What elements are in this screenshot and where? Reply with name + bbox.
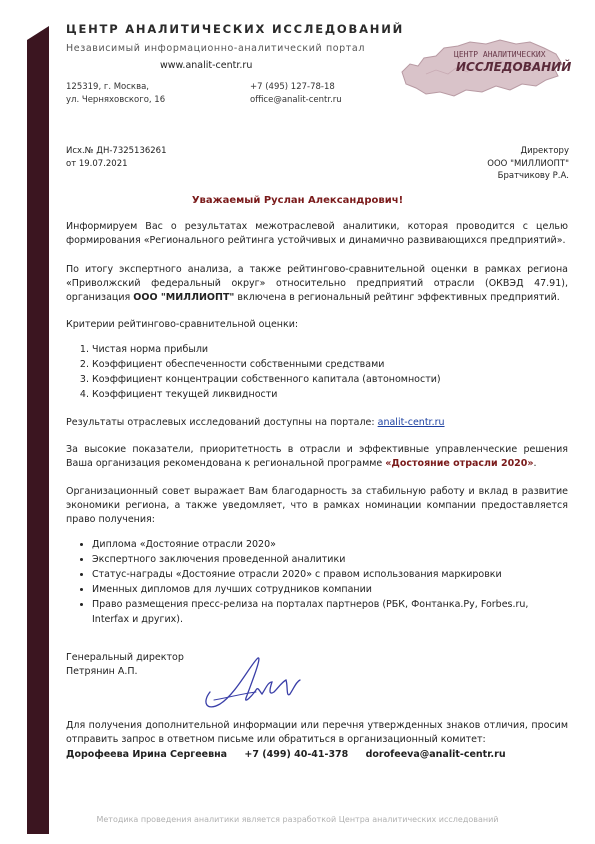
org-phone: +7 (495) 127-78-18 <box>250 82 335 92</box>
list-item: • Статус-награды «Достояние отрасли 2020» с правом использования маркировки <box>92 567 568 582</box>
nominations-list <box>66 537 568 627</box>
recommendation-text: За высокие показатели, приоритетность в отрасли и эффективные управленческие решения Ваша организация рекомендована к региональной программе <box>66 444 568 469</box>
logo-text-line-2: ИССЛЕДОВАНИЙ <box>456 60 572 74</box>
list-item: 4. Коэффициент текущей ликвидности <box>92 387 441 402</box>
list-item: 3. Коэффициент концентрации собственного капитала (автономности) <box>92 372 441 387</box>
sidebar-notch <box>27 26 49 40</box>
recommendation-paragraph <box>66 443 568 471</box>
intro-paragraph: Информируем Вас о результатах межотраслевой аналитики, которая проводится с целью формирования «Регионального рейтинга устойчивых и динамично развивающихся предприятий». <box>66 221 568 246</box>
rating-text-start: По итогу экспертного анализа, а также рейтингово-сравнительной оценки в рамках региона «Приволжский федеральный округ» относительно предприятий отрасли (ОКВЭД 47.91), организация <box>66 264 568 303</box>
outgoing-reference <box>66 145 167 170</box>
org-website[interactable]: www.analit-centr.ru <box>160 60 253 71</box>
contact-phone: +7 (499) 40-41-378 <box>244 749 349 760</box>
results-paragraph <box>66 416 568 430</box>
address-line-2: ул. Черняховского, 16 <box>66 95 166 105</box>
criteria-intro: Критерии рейтингово-сравнительной оценки: <box>66 319 299 330</box>
org-contacts <box>250 81 342 107</box>
russia-map-logo <box>396 34 572 104</box>
signer-block <box>66 651 184 678</box>
rating-paragraph <box>66 263 568 305</box>
criteria-list <box>66 342 441 402</box>
reference-date: от 19.07.2021 <box>66 158 128 169</box>
addressee-name: Братчикову Р.А. <box>497 171 569 181</box>
brand-sidebar-stripe <box>27 26 49 834</box>
recommendation-end: . <box>533 458 537 469</box>
contact-note: Для получения дополнительной информации или перечня утвержденных знаков отличия, просим отправить запрос в ответном письме или обратиться в организационный комитет: <box>66 720 568 745</box>
list-item: • Право размещения пресс-релиза на порталах партнеров (РБК, Фонтанка.Ру, Forbes.ru, Interfax и других). <box>92 597 568 627</box>
list-item: 1. Чистая норма прибыли <box>92 342 441 357</box>
org-email[interactable]: office@analit-centr.ru <box>250 95 342 105</box>
signer-title: Генеральный директор <box>66 652 184 663</box>
results-text: Результаты отраслевых исследований доступны на портале: <box>66 417 378 428</box>
contact-details <box>66 749 520 760</box>
addressee-block <box>487 145 569 183</box>
address-line-1: 125319, г. Москва, <box>66 82 149 92</box>
greeting: Уважаемый Руслан Александрович! <box>191 195 404 206</box>
reference-number: Исх.№ ДН-7325136261 <box>66 146 167 156</box>
contact-email[interactable]: dorofeeva@analit-centr.ru <box>365 749 506 760</box>
program-name: «Достояние отрасли 2020» <box>385 458 534 469</box>
list-item: • Именных дипломов для лучших сотрудников компании <box>92 582 568 597</box>
list-item: 2. Коэффициент обеспеченности собственными средствами <box>92 357 441 372</box>
handwritten-signature <box>196 652 306 714</box>
logo-text-line-1: ЦЕНТР АНАЛИТИЧЕСКИХ <box>454 50 546 59</box>
org-subtitle: Независимый информационно-аналитический портал <box>66 43 366 54</box>
rating-text-end: включена в региональный рейтинг эффективных предприятий. <box>234 292 560 303</box>
addressee-position: Директору <box>520 146 569 156</box>
org-title: ЦЕНТР АНАЛИТИЧЕСКИХ ИССЛЕДОВАНИЙ <box>66 22 405 36</box>
contact-person: Дорофеева Ирина Сергеевна <box>66 749 228 760</box>
portal-link[interactable]: analit-centr.ru <box>377 417 445 428</box>
footer-note: Методика проведения аналитики является разработкой Центра аналитических исследований <box>96 815 499 824</box>
list-item: • Экспертного заключения проведенной аналитики <box>92 552 568 567</box>
addressee-company: ООО "МИЛЛИОПТ" <box>487 158 569 169</box>
council-paragraph: Организационный совет выражает Вам благодарность за стабильную работу и вклад в развитие экономики региона, а также уведомляет, что в рамках номинации компании предоставляется право получения: <box>66 486 568 525</box>
org-address <box>66 81 165 107</box>
list-item: • Диплома «Достояние отрасли 2020» <box>92 537 568 552</box>
company-name-highlight: ООО "МИЛЛИОПТ" <box>133 292 235 303</box>
signer-name: Петрянин А.П. <box>66 665 138 677</box>
